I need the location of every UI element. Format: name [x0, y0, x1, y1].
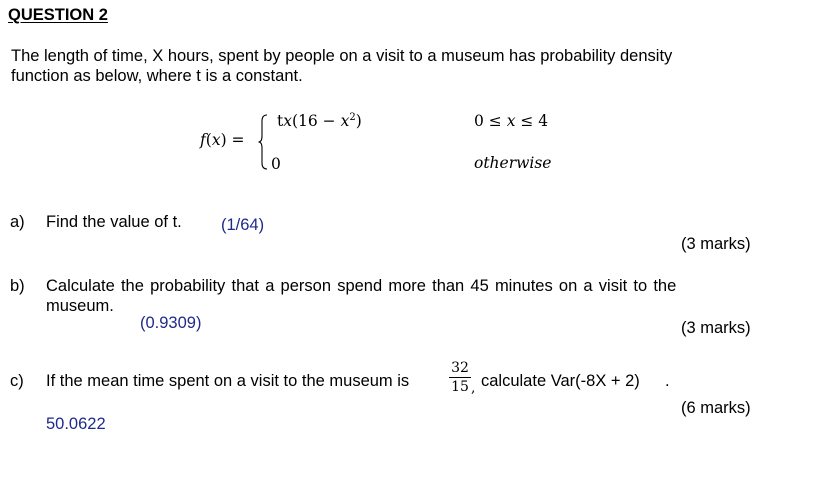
part-c-marks: (6 marks): [681, 399, 751, 417]
part-b-label: b): [10, 277, 25, 295]
pdf-lhs: f(x) =: [200, 131, 245, 149]
part-a-label: a): [10, 213, 25, 231]
part-b-text-line-1: Calculate the probability that a person spend more than 45 minutes on a visit to the: [46, 277, 677, 295]
part-c-label: c): [10, 372, 24, 390]
intro-line-1: The length of time, X hours, spent by people on a visit to a museum has probability density: [11, 47, 673, 65]
part-a-answer: (1/64): [221, 216, 265, 234]
part-a-marks: (3 marks): [681, 235, 751, 253]
part-c-text-after: calculate Var(-8X + 2): [481, 372, 640, 390]
fraction-bar: [449, 377, 471, 378]
part-b-marks: (3 marks): [681, 319, 751, 337]
pdf-case2-cond: otherwise: [474, 154, 552, 172]
mean-fraction: [449, 360, 471, 395]
part-c-answer: 50.0622: [46, 415, 106, 433]
pdf-case2-expr: 0: [271, 155, 281, 173]
pdf-case1-cond: 0 ≤ x ≤ 4: [474, 112, 549, 130]
question-title: QUESTION 2: [8, 6, 108, 24]
part-b-text-line-2: museum.: [46, 297, 114, 315]
intro-line-2: function as below, where t is a constant.: [11, 67, 303, 85]
part-c-trailing-period: .: [665, 372, 670, 390]
fraction-denominator: 15: [451, 379, 469, 395]
left-brace-icon: [258, 114, 268, 170]
part-b-answer: (0.9309): [140, 314, 202, 332]
part-c-text-before: If the mean time spent on a visit to the museum is: [46, 372, 410, 390]
pdf-case1-expr: $tx(16 - x^2)$: [277, 112, 362, 131]
fraction-numerator: 32: [451, 360, 469, 376]
fraction-comma: ,: [471, 380, 476, 396]
part-a-text: Find the value of t.: [46, 213, 182, 231]
